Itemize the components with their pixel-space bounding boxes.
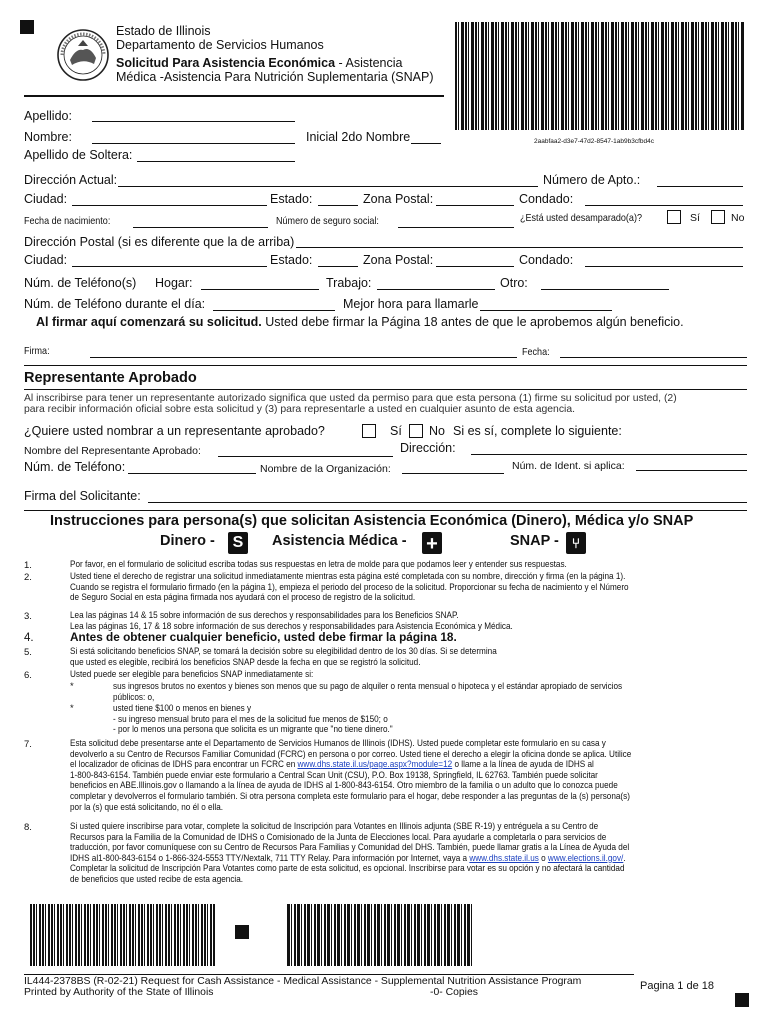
rep-heading-rule [24,389,747,390]
field-otro[interactable] [541,289,669,290]
rep-si-label: Sí [390,424,402,438]
instructions-top-rule [24,510,747,511]
field-direccion[interactable] [118,186,538,187]
item-line-text: el localizador de oficinas de IDHS para encontrar un FCRC en [70,759,296,771]
label-hogar: Hogar: [155,276,193,290]
field-tel-dia[interactable] [213,310,335,311]
label-estado: Estado: [270,192,313,206]
registration-mark-bottom-middle [235,925,249,939]
field-nombre-rep[interactable] [218,456,393,457]
item-line-text-after: o llame a la línea de ayuda de IDHS al [452,759,594,771]
dinero-label: Dinero - [160,533,215,549]
label-soltera: Apellido de Soltera: [24,148,133,162]
sign-notice-bold: Al firmar aquí comenzará su solicitud. [36,315,262,329]
item-number: 8. [24,822,32,833]
pdf417-barcode-top [455,22,745,130]
item-number: 2. [24,572,32,583]
rep-para-line1: Al inscribirse para tener un representante autorizado significa que usted da permiso para que esta persona (1) firme su solicitud por usted, (2) [24,393,677,404]
label-nacimiento: Fecha de nacimiento: [24,215,111,227]
item-line: Recursos para la Familia de la Comunidad de IDHS o Comisionado de la Junta de Elecciones local. Para ayudarle a completarla o para servicios de [70,831,607,843]
snap-label: SNAP - [510,533,559,549]
registration-mark-top-left [20,20,34,34]
field-mejor-hora[interactable] [480,310,612,311]
fork-knife-icon: ⑂ [566,532,586,554]
field-ciudad-2[interactable] [72,266,267,267]
field-ciudad[interactable] [72,205,267,206]
form-title-line2: Médica -Asistencia Para Nutrición Suplementaria (SNAP) [116,70,434,84]
label-desamparado-si: Sí [690,212,700,224]
field-zona[interactable] [436,205,514,206]
field-hogar[interactable] [201,289,319,290]
item-line: Lea las páginas 16, 17 & 18 sobre información de sus derechos y responsabilidades para Asistencia Económica y Médica. [70,620,513,632]
label-rep-ident: Núm. de Ident. si aplica: [512,460,625,472]
label-direccion: Dirección Actual: [24,173,118,187]
label-zona: Zona Postal: [363,192,434,206]
field-rep-organizacion[interactable] [402,473,504,474]
sub-bullet: * [70,703,74,714]
footer-rule [24,974,634,975]
item-number: 5. [24,647,32,658]
field-condado[interactable] [585,205,743,206]
label-rep-direccion: Dirección: [400,441,456,455]
sub-line: - su ingreso mensual bruto para el mes de la solicitud fue menos de $150; o [113,713,388,725]
sub-line: públicos: o, [113,691,155,703]
item-line: por la (s) que está solicitando, no él o ella. [70,801,224,813]
rep-no-checkbox[interactable] [409,424,423,438]
rep-top-rule [24,365,747,366]
item-line: de Seguro Social en esta página firmada nos ayudará con el proceso de registro de la solicitud. [70,592,416,604]
rep-complete: Si es sí, complete lo siguiente: [453,424,622,438]
item-number: 4. [24,632,34,644]
item-number: 3. [24,611,32,622]
label-nombre: Nombre: [24,130,72,144]
item-line: Usted puede ser elegible para beneficios SNAP inmediatamente si: [70,669,314,680]
label-telefonos: Núm. de Teléfono(s) [24,276,137,290]
item-line: Cuando se registra el formulario firmado (en la página 1), empieza el periodo del proceso de la solicitud. Proporcionar su fecha de nacimiento y el Número [70,581,629,593]
field-postal[interactable] [296,247,743,248]
dhs-office-locator-link[interactable]: www.dhs.state.il.us/page.aspx?module=12 [297,759,453,771]
desamparado-si-checkbox[interactable] [667,210,681,224]
label-seguro: Número de seguro social: [276,215,379,227]
medica-label: Asistencia Médica - [272,533,407,549]
footer-copies: -0- Copies [430,987,478,998]
field-nacimiento[interactable] [133,227,268,228]
field-rep-telefono[interactable] [128,473,256,474]
item-line: completar y devolverros el formulario también. Si otra persona completa este formulario para el hogar, debe responder a las preguntas de la (s) persona(s) [70,790,630,802]
form-title-rest: - Asistencia [335,56,403,70]
dollar-icon: S [228,532,248,554]
item-line: de beneficios que usted recibe de esta agencia. [70,873,244,885]
footer-printed-by: Printed by Authority of the State of Illinois [24,987,214,998]
label-desamparado: ¿Está usted desamparado(a)? [520,212,642,224]
label-tel-dia: Núm. de Teléfono durante el día: [24,297,206,311]
field-soltera[interactable] [137,161,295,162]
item-number: 1. [24,560,32,571]
field-fecha[interactable] [560,357,747,358]
sub-line: usted tiene $100 o menos en bienes y [113,703,252,714]
item-line-text: IDHS al1-800-843-6154 o 1-866-324-5553 TTY/Nextalk, 711 TTY Relay. Para información por Internet, vaya a [70,852,468,864]
label-firma: Firma: [24,345,50,357]
sign-notice [36,316,684,329]
label-fecha: Fecha: [522,346,550,358]
label-zona-2: Zona Postal: [363,253,434,267]
item-line: Completar la solicitud de Inscripción Para Votantes como parte de esta solicitud, es opcional. Inscribirse para votar es su opción y no afectará la cantidad [70,863,625,875]
pdf417-barcode-bottom-left [30,904,215,966]
label-inicial: Inicial 2do Nombre [306,130,411,144]
field-inicial[interactable] [411,143,441,144]
elections-website-link[interactable]: www.elections.il.gov/ [547,852,624,864]
label-condado-2: Condado: [519,253,574,267]
label-postal: Dirección Postal (si es diferente que la de arriba) [24,235,295,249]
state-name: Estado de Illinois [116,24,211,38]
state-seal-icon [56,28,110,82]
sign-notice-rest: Usted debe firmar la Página 18 antes de que le aprobemos algún beneficio. [261,315,684,329]
item-line: Usted tiene el derecho de registrar una solicitud inmediatamente mientras esta página esté completada con su nombre, dirección y firma (en la página 1). [70,571,626,582]
form-title-bold: Solicitud Para Asistencia Económica [116,56,336,70]
label-ciudad: Ciudad: [24,192,68,206]
label-ciudad-2: Ciudad: [24,253,68,267]
desamparado-no-checkbox[interactable] [711,210,725,224]
sub-line: - por lo menos una persona que solicita es un migrante que "no tiene dinero." [113,724,393,736]
label-rep-organizacion: Nombre de la Organización: [260,463,391,475]
department-name: Departamento de Servicios Humanos [116,38,324,52]
rep-question: ¿Quiere usted nombrar a un representante aprobado? [24,424,325,438]
header-rule [24,95,444,97]
item-line: Por favor, en el formulario de solicitud escriba todas sus respuestas en letra de molde para que podamos leer y entender sus respuestas. [70,559,567,570]
item-bold-line: Antes de obtener cualquier beneficio, usted debe firmar la página 18. [70,630,457,644]
label-mejor-hora: Mejor hora para llamarle [343,297,479,311]
link-separator: o [538,852,548,864]
item-line: Lea las páginas 14 & 15 sobre información de sus derechos y responsabilidades para los Beneficios SNAP. [70,610,459,621]
item-line: 1-800-843-6154. También puede enviar este formulario a Central Scan Unit (CSU), P.O. Box 19138, Springfield, IL 62763. También puede solicitar [70,769,598,781]
rep-para-line2: para recibir información oficial sobre esta solicitud y (3) para representarle a usted en cualquier asunto de esta agencia. [24,404,576,415]
barcode-id: 2aabfaa2-d3e7-47d2-8547-1ab9b3cfbd4c [534,138,654,145]
field-firma-solicitante[interactable] [148,502,747,503]
field-rep-direccion[interactable] [471,454,747,455]
item-line: beneficios en ABE.Illinois.gov o llamando a la línea de ayuda de IDHS al 1-800-843-6154. Otro miembro de la familia o un adulto que lo conozca puede [70,780,618,792]
pdf417-barcode-bottom-right [287,904,472,966]
medical-cross-icon: + [422,532,442,554]
rep-si-checkbox[interactable] [362,424,376,438]
label-trabajo: Trabajo: [326,276,372,290]
instructions-heading: Instrucciones para persona(s) que solicitan Asistencia Económica (Dinero), Médica y/o SNAP [50,513,694,529]
field-trabajo[interactable] [377,289,495,290]
registration-mark-bottom-right [735,993,749,1007]
sub-line: sus ingresos brutos no exentos y bienes son menos que su pago de alquiler o renta mensual o hipoteca y el estándar apropiado de servicios [113,681,623,692]
field-estado[interactable] [318,205,358,206]
rep-no-label: No [429,424,445,438]
label-otro: Otro: [500,276,528,290]
dhs-website-link[interactable]: www.dhs.state.il.us [469,852,539,864]
item-line: Si está solicitando beneficios SNAP, se tomará la decisión sobre su elegibilidad dentro de los 30 días. Si se determina [70,646,497,657]
sub-bullet: * [70,681,74,692]
label-estado-2: Estado: [270,253,313,267]
footer-form-id: IL444-2378BS (R-02-21) Request for Cash Assistance - Medical Assistance - Supplemental Nutrition Assistance Program [24,976,582,987]
label-firma-solicitante: Firma del Solicitante: [24,489,141,503]
item-line: Si usted quiere inscribirse para votar, complete la solicitud de Inscripción para Votantes en Illinois adjunta (SBE R-19) y entréguela a su Centro de [70,821,599,832]
label-apto: Número de Apto.: [543,173,641,187]
field-seguro[interactable] [398,227,514,228]
form-title [116,57,402,70]
page-number: Pagina 1 de 18 [640,980,715,992]
field-apto[interactable] [657,186,743,187]
item-line: Esta solicitud debe presentarse ante el Departamento de Servicios Humanos de Illinois (IDHS). Usted puede completar este formulario en su casa y [70,738,606,749]
field-apellido[interactable] [92,121,295,122]
field-estado-2[interactable] [318,266,358,267]
item-line: que usted es elegible, recibirá los beneficios SNAP desde la fecha en que se registró la solicitud. [70,656,421,668]
item-number: 7. [24,739,32,750]
item-line: traducción, por favor comuníquese con su Centro de Recursos Para Familias y Comunidad del DHS. También, puede llamar gratis a la Línea de Ayuda del [70,842,630,854]
label-desamparado-no: No [731,212,745,224]
label-nombre-rep: Nombre del Representante Aprobado: [24,445,201,457]
field-rep-ident[interactable] [636,470,747,471]
rep-heading: Representante Aprobado [24,370,197,386]
field-nombre[interactable] [92,143,295,144]
label-condado: Condado: [519,192,574,206]
field-condado-2[interactable] [585,266,743,267]
item-number: 6. [24,670,32,681]
item-line: devolverlo a su Centro de Recursos Familiar Comunidad (FCRC) en persona o por correo. Usted tiene el derecho a elegir la oficina donde se aplica. Utilice [70,748,632,760]
link-end: . [623,852,626,864]
label-rep-telefono: Núm. de Teléfono: [24,460,126,474]
field-zona-2[interactable] [436,266,514,267]
label-apellido: Apellido: [24,109,72,123]
field-firma[interactable] [90,357,517,358]
